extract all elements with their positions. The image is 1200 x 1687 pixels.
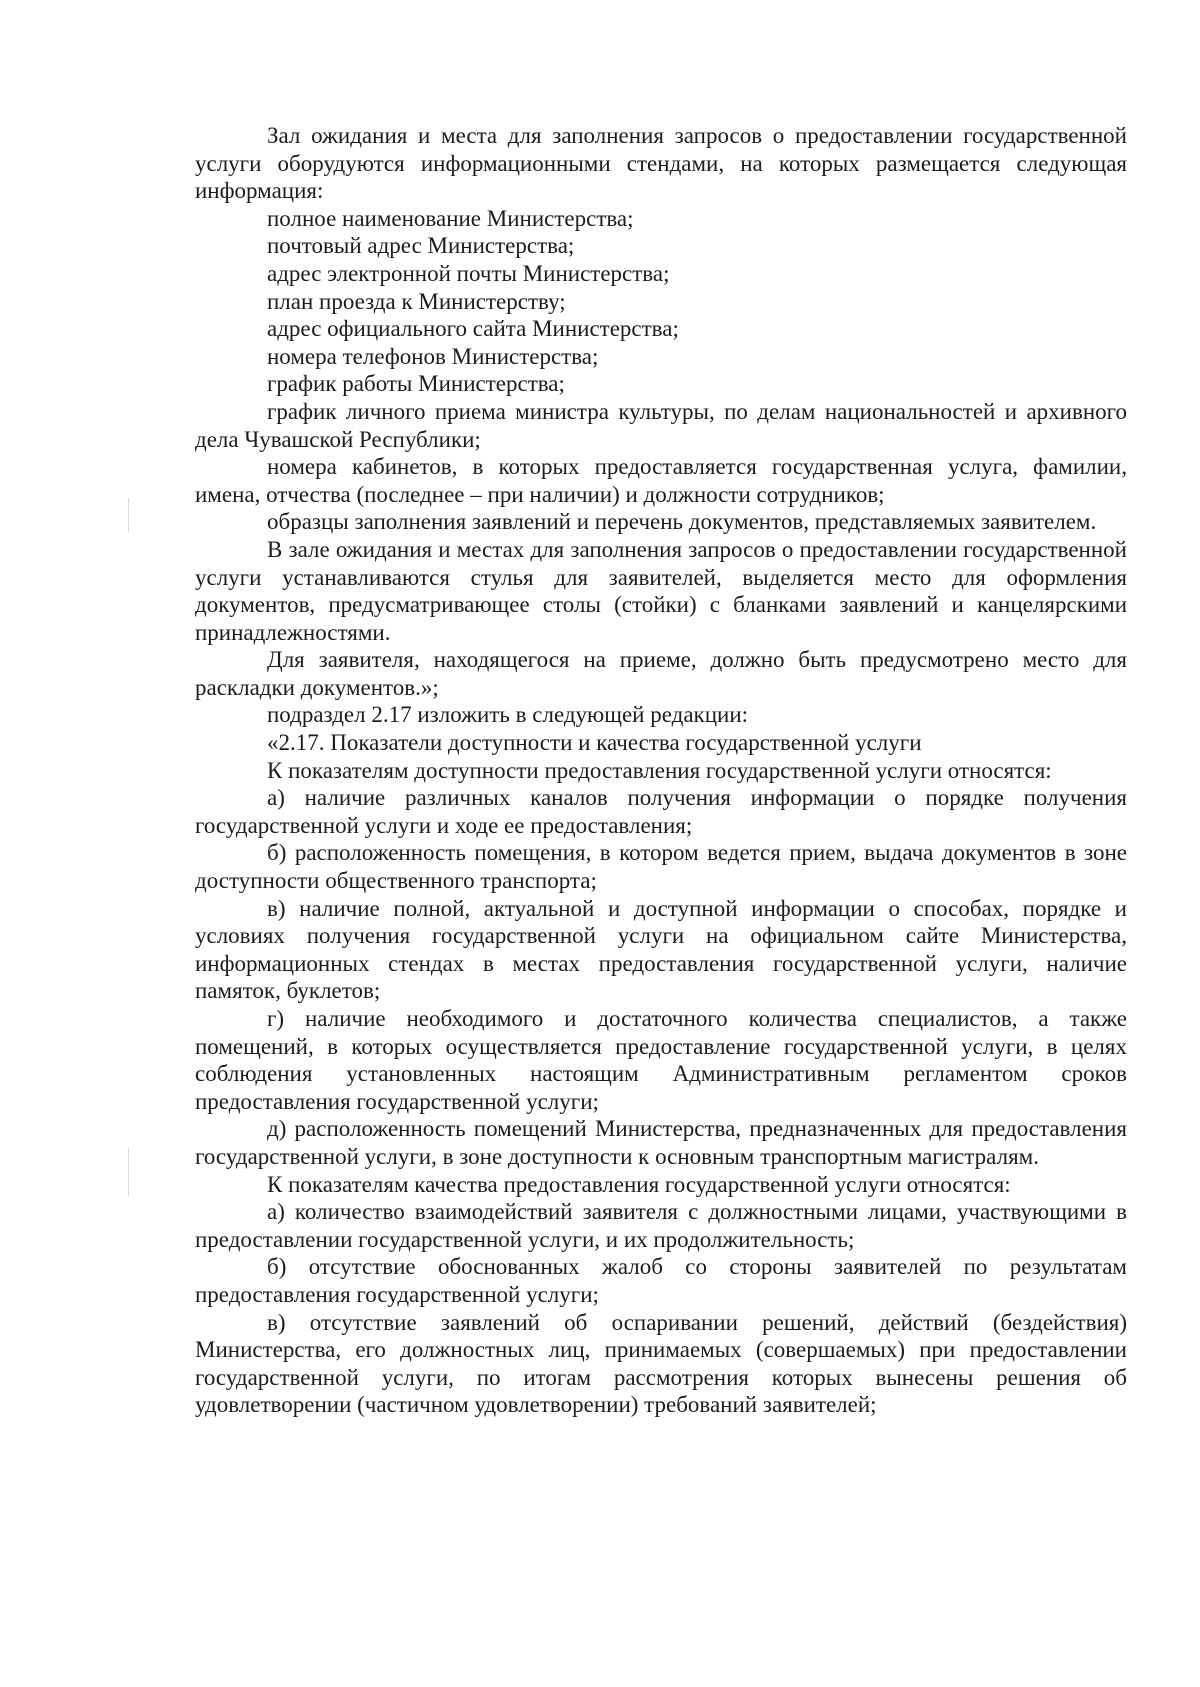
paragraph: В зале ожидания и местах для заполнения запросов о предоставлении государственной услуги устанавливаются стулья для заявителей, выделяется место для оформления документов, предусматривающее столы (стойки) с бланками заявлений и канцелярскими принадлежностями. [195,536,1127,645]
document-text [195,122,1127,1419]
paragraph: план проезда к Министерству; [267,288,566,314]
paragraph: Для заявителя, находящегося на приеме, должно быть предусмотрено место для раскладки документов.»; [195,647,1127,700]
paragraph: номера телефонов Министерства; [267,343,599,369]
paragraph: д) расположенность помещений Министерства, предназначенных для предоставления государственной услуги, в зоне доступности к основным транспортным магистралям. [195,1116,1127,1169]
paragraph: в) отсутствие заявлений об оспаривании решений, действий (бездействия) Министерства, его должностных лиц, принимаемых (совершаемых) при предоставлении государственной услуги, по итогам рассмотрения которых вынесены решения об удовлетворении (частичном удовлетворении) требований заявителей; [195,1309,1127,1418]
scan-margin-mark [128,1148,129,1196]
paragraph: б) отсутствие обоснованных жалоб со стороны заявителей по результатам предоставления государственной услуги; [195,1254,1127,1307]
paragraph: г) наличие необходимого и достаточного количества специалистов, а также помещений, в которых осуществляется предоставление государственной услуги, в целях соблюдения установленных настоящим Административным регламентом сроков предоставления государственной услуги; [195,1006,1127,1114]
paragraph: К показателям качества предоставления государственной услуги относятся: [267,1171,1011,1197]
paragraph: адрес электронной почты Министерства; [267,260,670,286]
paragraph: б) расположенность помещения, в котором ведется прием, выдача документов в зоне доступности общественного транспорта; [195,840,1127,894]
paragraph: К показателям доступности предоставления государственной услуги относятся: [267,757,1052,783]
paragraph: подраздел 2.17 изложить в следующей редакции: [267,702,749,728]
paragraph: образцы заполнения заявлений и перечень документов, представляемых заявителем. [267,509,1097,535]
paragraph: в) наличие полной, актуальной и доступной информации о способах, порядке и условиях получения государственной услуги на официальном сайте Министерства, информационных стендах в местах предоставления государственной услуги, наличие памяток, буклетов; [195,895,1127,1004]
scan-margin-mark [128,498,129,532]
paragraph: а) наличие различных каналов получения информации о порядке получения государственной услуги и ходе ее предоставления; [195,785,1127,838]
paragraph: «2.17. Показатели доступности и качества государственной услуги [267,730,922,756]
paragraph: график личного приема министра культуры, по делам национальностей и архивного дела Чувашской Республики; [195,398,1127,452]
paragraph: график работы Министерства; [267,371,565,397]
paragraph: а) количество взаимодействий заявителя с должностными лицами, участвующими в предоставлении государственной услуги, и их продолжительность; [195,1199,1127,1252]
paragraph: полное наименование Министерства; [267,205,634,231]
paragraph: номера кабинетов, в которых предоставляется государственная услуга, фамилии, имена, отчества (последнее – при наличии) и должности сотрудников; [195,454,1127,507]
paragraph: Зал ожидания и места для заполнения запросов о предоставлении государственной услуги оборудуются информационными стендами, на которых размещается следующая информация: [195,123,1127,204]
paragraph: почтовый адрес Министерства; [267,233,575,259]
paragraph: адрес официального сайта Министерства; [267,316,679,342]
